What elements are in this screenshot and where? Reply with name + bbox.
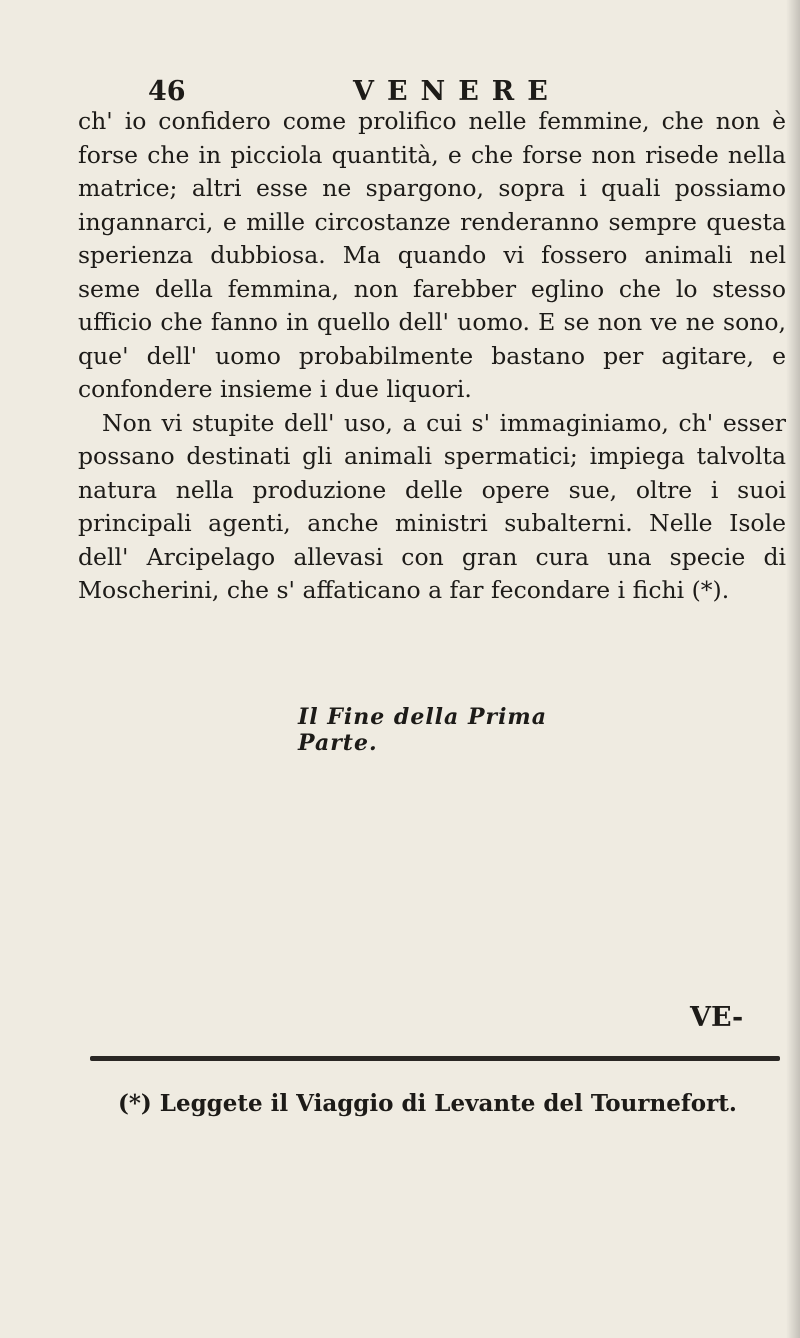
body-text xyxy=(78,105,786,608)
page-edge-shadow xyxy=(786,0,800,1338)
paragraph-2: Non vi stupite dell' uso, a cui s' immaginiamo, ch' esser possano destinati gli animali spermatici; impiega talvolta natura nella produzione delle opere sue, oltre i suoi principali agenti, anche ministri subalterni. Nelle Isole dell' Arcipelago allevasi con gran cura una specie di Moscherini, che s' affaticano a far fecondare i fichi (*). xyxy=(78,408,786,604)
part-end-note: Il Fine della Prima Parte. xyxy=(298,704,547,756)
footnote: (*) Leggete il Viaggio di Levante del Tournefort. xyxy=(118,1090,737,1117)
running-head: VENERE xyxy=(353,76,561,107)
footnote-rule xyxy=(90,1056,780,1061)
catchword: VE- xyxy=(690,1002,744,1033)
page-number: 46 xyxy=(148,76,186,107)
paragraph-1: ch' io confidero come prolifico nelle femmine, che non è forse che in picciola quantità, e che forse non risede nella matrice; altri esse ne spargono, sopra i quali possiamo ingannarci, e mille circostanze renderanno sempre questa sperienza dubbiosa. Ma quando vi fossero animali nel seme della femmina, non farebber eglino che lo stesso ufficio che fanno in quello dell' uomo. E se non ve ne sono, que' dell' uomo probabilmente bastano per agitare, e confondere insieme i due liquori. xyxy=(78,107,786,403)
